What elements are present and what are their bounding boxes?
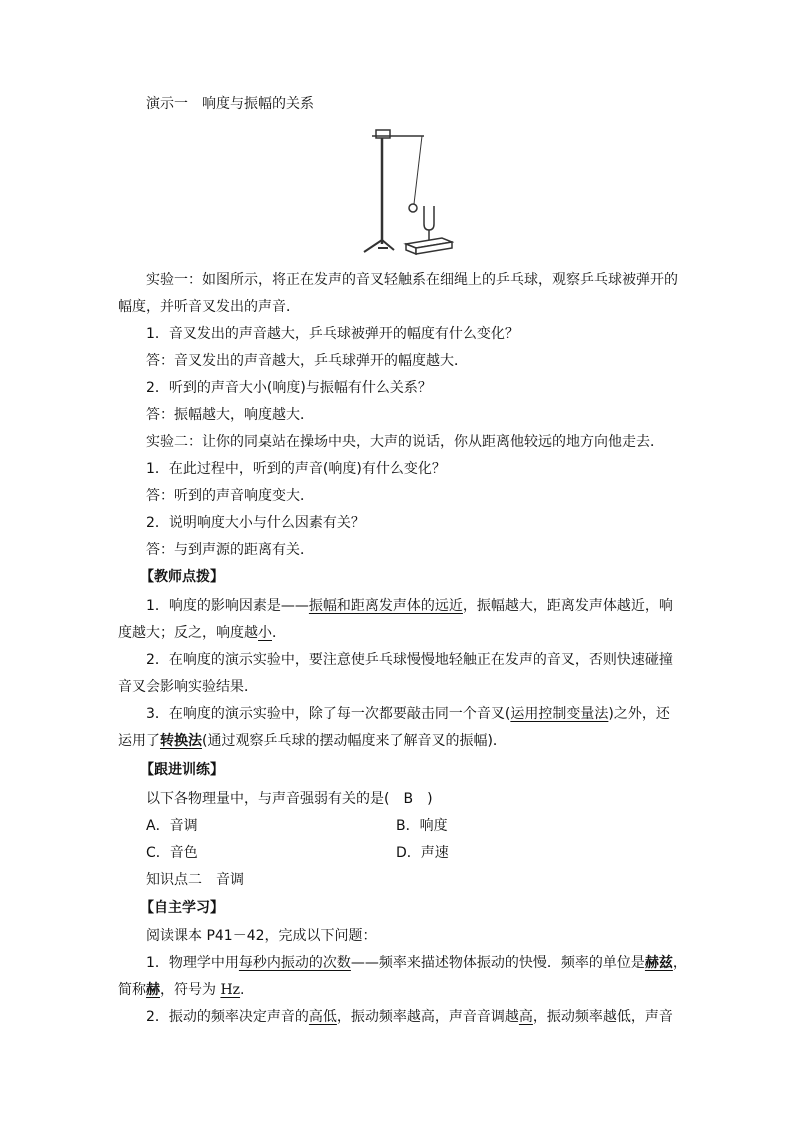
practice-question: 以下各物理量中，与声音强弱有关的是( B )	[146, 791, 433, 807]
practice-header: 【跟进训练】	[140, 762, 224, 778]
exp2-a1: 答：听到的声音响度变大．	[146, 488, 314, 504]
option-a: A．音调	[146, 818, 198, 834]
teacher-p2-line2: 音叉会影响实验结果．	[118, 679, 258, 695]
kp2-title: 知识点二 音调	[146, 872, 244, 888]
exp2-line1: 实验二：让你的同桌站在操场中央，大声的说话，你从距离他较远的地方向他走去．	[146, 434, 664, 450]
kp2-q1-line1: 1．物理学中用每秒内振动的次数——频率来描述物体振动的快慢．频率的单位是赫兹，	[146, 955, 687, 971]
option-c: C．音色	[146, 845, 198, 861]
exp1-q1: 1．音叉发出的声音越大，乒乓球被弹开的幅度有什么变化？	[146, 326, 519, 342]
teacher-header: 【教师点拨】	[140, 569, 224, 585]
resonator-box-icon	[406, 238, 452, 254]
ping-pong-ball-icon	[409, 204, 417, 212]
tuning-fork-pendulum-figure	[358, 124, 454, 262]
exp2-q1: 1．在此过程中，听到的声音(响度)有什么变化？	[146, 461, 446, 477]
exp1-a2: 答：振幅越大，响度越大．	[146, 407, 314, 423]
teacher-p2-line1: 2．在响度的演示实验中，要注意使乒乓球慢慢地轻触正在发声的音叉，否则快速碰撞	[146, 652, 673, 668]
exp1-a1: 答：音叉发出的声音越大，乒乓球弹开的幅度越大．	[146, 353, 468, 369]
exp1-q2: 2．听到的声音大小(响度)与振幅有什么关系？	[146, 380, 432, 396]
stand-clamp	[376, 130, 390, 138]
kp2-q1-line2: 简称赫，符号为 Hz.	[118, 982, 245, 998]
exp1-line2: 幅度，并听音叉发出的声音．	[118, 299, 300, 315]
teacher-p3-line2: 运用了转换法(通过观察乒乓球的摆动幅度来了解音叉的振幅)．	[118, 733, 507, 749]
kp2-intro: 阅读课本 P41－42，完成以下问题：	[146, 928, 377, 944]
kp2-header: 【自主学习】	[140, 900, 224, 916]
teacher-p3-line1: 3．在响度的演示实验中，除了每一次都要敲击同一个音叉(运用控制变量法)之外，还	[146, 706, 670, 722]
option-d: D．声速	[396, 845, 449, 861]
kp2-q2-line1: 2．振动的频率决定声音的高低，振动频率越高，声音音调越高，振动频率越低，声音	[146, 1009, 673, 1025]
pendulum-thread	[414, 136, 422, 204]
teacher-p1-line2: 度越大；反之，响度越小．	[118, 625, 286, 641]
option-b: B．响度	[396, 818, 448, 834]
exp1-line1: 实验一：如图所示，将正在发声的音叉轻触系在细绳上的乒乓球，观察乒乓球被弹开的	[146, 272, 678, 288]
demo-title: 演示一 响度与振幅的关系	[146, 96, 314, 112]
exp2-q2: 2．说明响度大小与什么因素有关？	[146, 515, 365, 531]
exp2-a2: 答：与到声源的距离有关．	[146, 542, 314, 558]
tuning-fork-icon	[424, 206, 434, 240]
teacher-p1-line1: 1．响度的影响因素是——振幅和距离发声体的远近，振幅越大，距离发声体越近，响	[146, 598, 673, 614]
stand-base-icon	[364, 240, 394, 252]
